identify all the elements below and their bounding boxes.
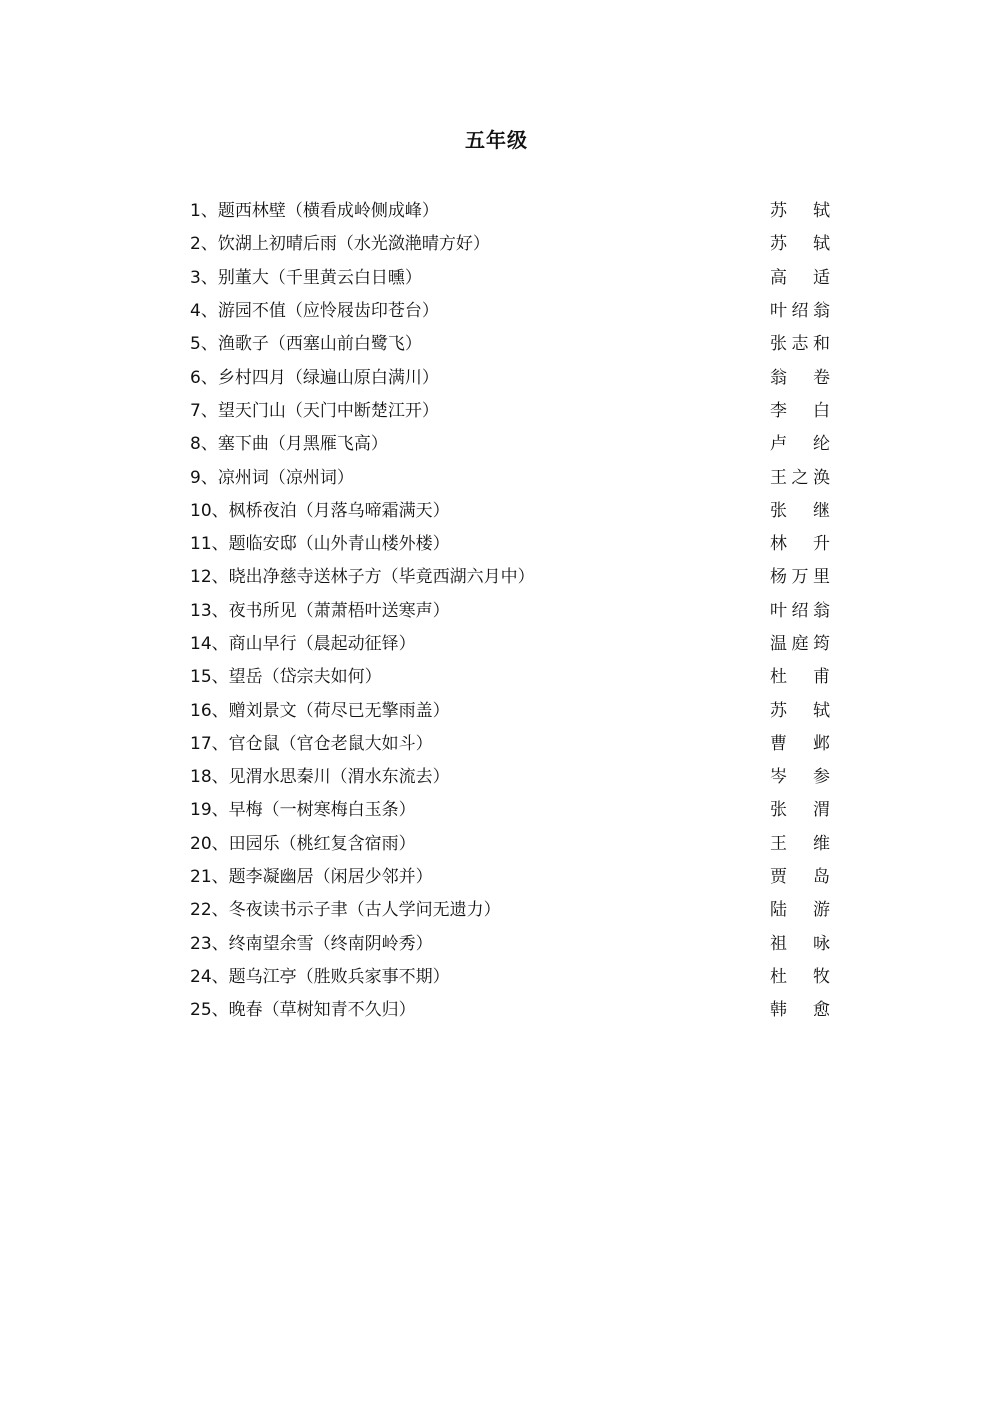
list-item [190,292,830,325]
list-item [190,925,830,958]
poem-title: 16、赠刘景文（荷尽已无擎雨盖） [190,700,450,721]
list-item [190,658,830,691]
poem-title: 10、枫桥夜泊（月落乌啼霜满天） [190,500,450,521]
poem-title: 18、见渭水思秦川（渭水东流去） [190,767,450,788]
poem-author: 高 适 [770,267,830,288]
list-item [190,392,830,425]
list-item [190,592,830,625]
list-item [190,325,830,358]
poem-title: 11、题临安邸（山外青山楼外楼） [190,534,450,555]
list-item [190,225,830,258]
list-item [190,525,830,558]
list-item [190,691,830,724]
list-item [190,625,830,658]
list-item [190,425,830,458]
list-item [190,858,830,891]
poem-title: 15、望岳（岱宗夫如何） [190,667,382,688]
poem-author: 岑 参 [770,767,830,788]
poem-title: 12、晓出净慈寺送林子方（毕竟西湖六月中） [190,567,535,588]
list-item [190,259,830,292]
list-item [190,492,830,525]
poem-title: 3、别董大（千里黄云白日曛） [190,267,422,288]
poem-author: 贾 岛 [770,867,830,888]
list-item [190,758,830,791]
poem-title: 22、冬夜读书示子聿（古人学问无遗力） [190,900,501,921]
poem-author: 韩 愈 [770,1000,830,1021]
poem-author: 李 白 [770,400,830,421]
poem-title: 8、塞下曲（月黑雁飞高） [190,434,388,455]
poem-title: 4、游园不值（应怜屐齿印苍台） [190,301,439,322]
poem-author: 杜 甫 [770,667,830,688]
poem-author: 翁 卷 [770,367,830,388]
poem-author: 陆 游 [770,900,830,921]
poem-title: 21、题李凝幽居（闲居少邻并） [190,867,433,888]
poem-author: 张志和 [770,334,830,355]
poem-author: 林 升 [770,534,830,555]
poem-title: 1、题西林壁（横看成岭侧成峰） [190,201,439,222]
poem-list [190,192,830,1024]
list-item [190,458,830,491]
poem-title: 6、乡村四月（绿遍山原白满川） [190,367,439,388]
list-item [190,725,830,758]
poem-author: 张 渭 [770,800,830,821]
poem-author: 王之涣 [770,467,830,488]
poem-title: 2、饮湖上初晴后雨（水光潋滟晴方好） [190,234,490,255]
poem-title: 20、田园乐（桃红复含宿雨） [190,833,416,854]
poem-author: 杜 牧 [770,966,830,987]
poem-author: 温庭筠 [770,634,830,654]
poem-title: 7、望天门山（天门中断楚江开） [190,400,439,421]
poem-author: 张 继 [770,500,830,521]
poem-title: 24、题乌江亭（胜败兵家事不期） [190,966,450,987]
poem-author: 叶绍翁 [770,301,830,322]
poem-author: 苏 轼 [770,700,830,721]
poem-title: 5、渔歌子（西塞山前白鹭飞） [190,334,422,355]
poem-author: 苏 轼 [770,234,830,255]
poem-title: 17、官仓鼠（官仓老鼠大如斗） [190,733,433,754]
page-title: 五年级 [465,128,528,152]
poem-title: 13、夜书所见（萧萧梧叶送寒声） [190,600,450,621]
list-item [190,991,830,1024]
poem-title: 25、晚春（草树知青不久归） [190,1000,416,1021]
list-item [190,791,830,824]
list-item [190,358,830,391]
poem-author: 叶绍翁 [770,600,830,621]
poem-author: 祖 咏 [770,933,830,954]
poem-author: 卢 纶 [770,434,830,455]
poem-title: 9、凉州词（凉州词） [190,467,354,488]
poem-author: 王 维 [770,833,830,854]
list-item [190,192,830,225]
list-item [190,825,830,858]
poem-author: 杨万里 [770,567,830,588]
poem-title: 19、早梅（一树寒梅白玉条） [190,800,416,821]
poem-author: 曹 邺 [770,733,830,754]
list-item [190,891,830,924]
list-item [190,558,830,591]
poem-author: 苏 轼 [770,201,830,222]
list-item [190,958,830,991]
poem-title: 23、终南望余雪（终南阴岭秀） [190,933,433,954]
poem-title: 14、商山早行（晨起动征铎） [190,634,416,654]
